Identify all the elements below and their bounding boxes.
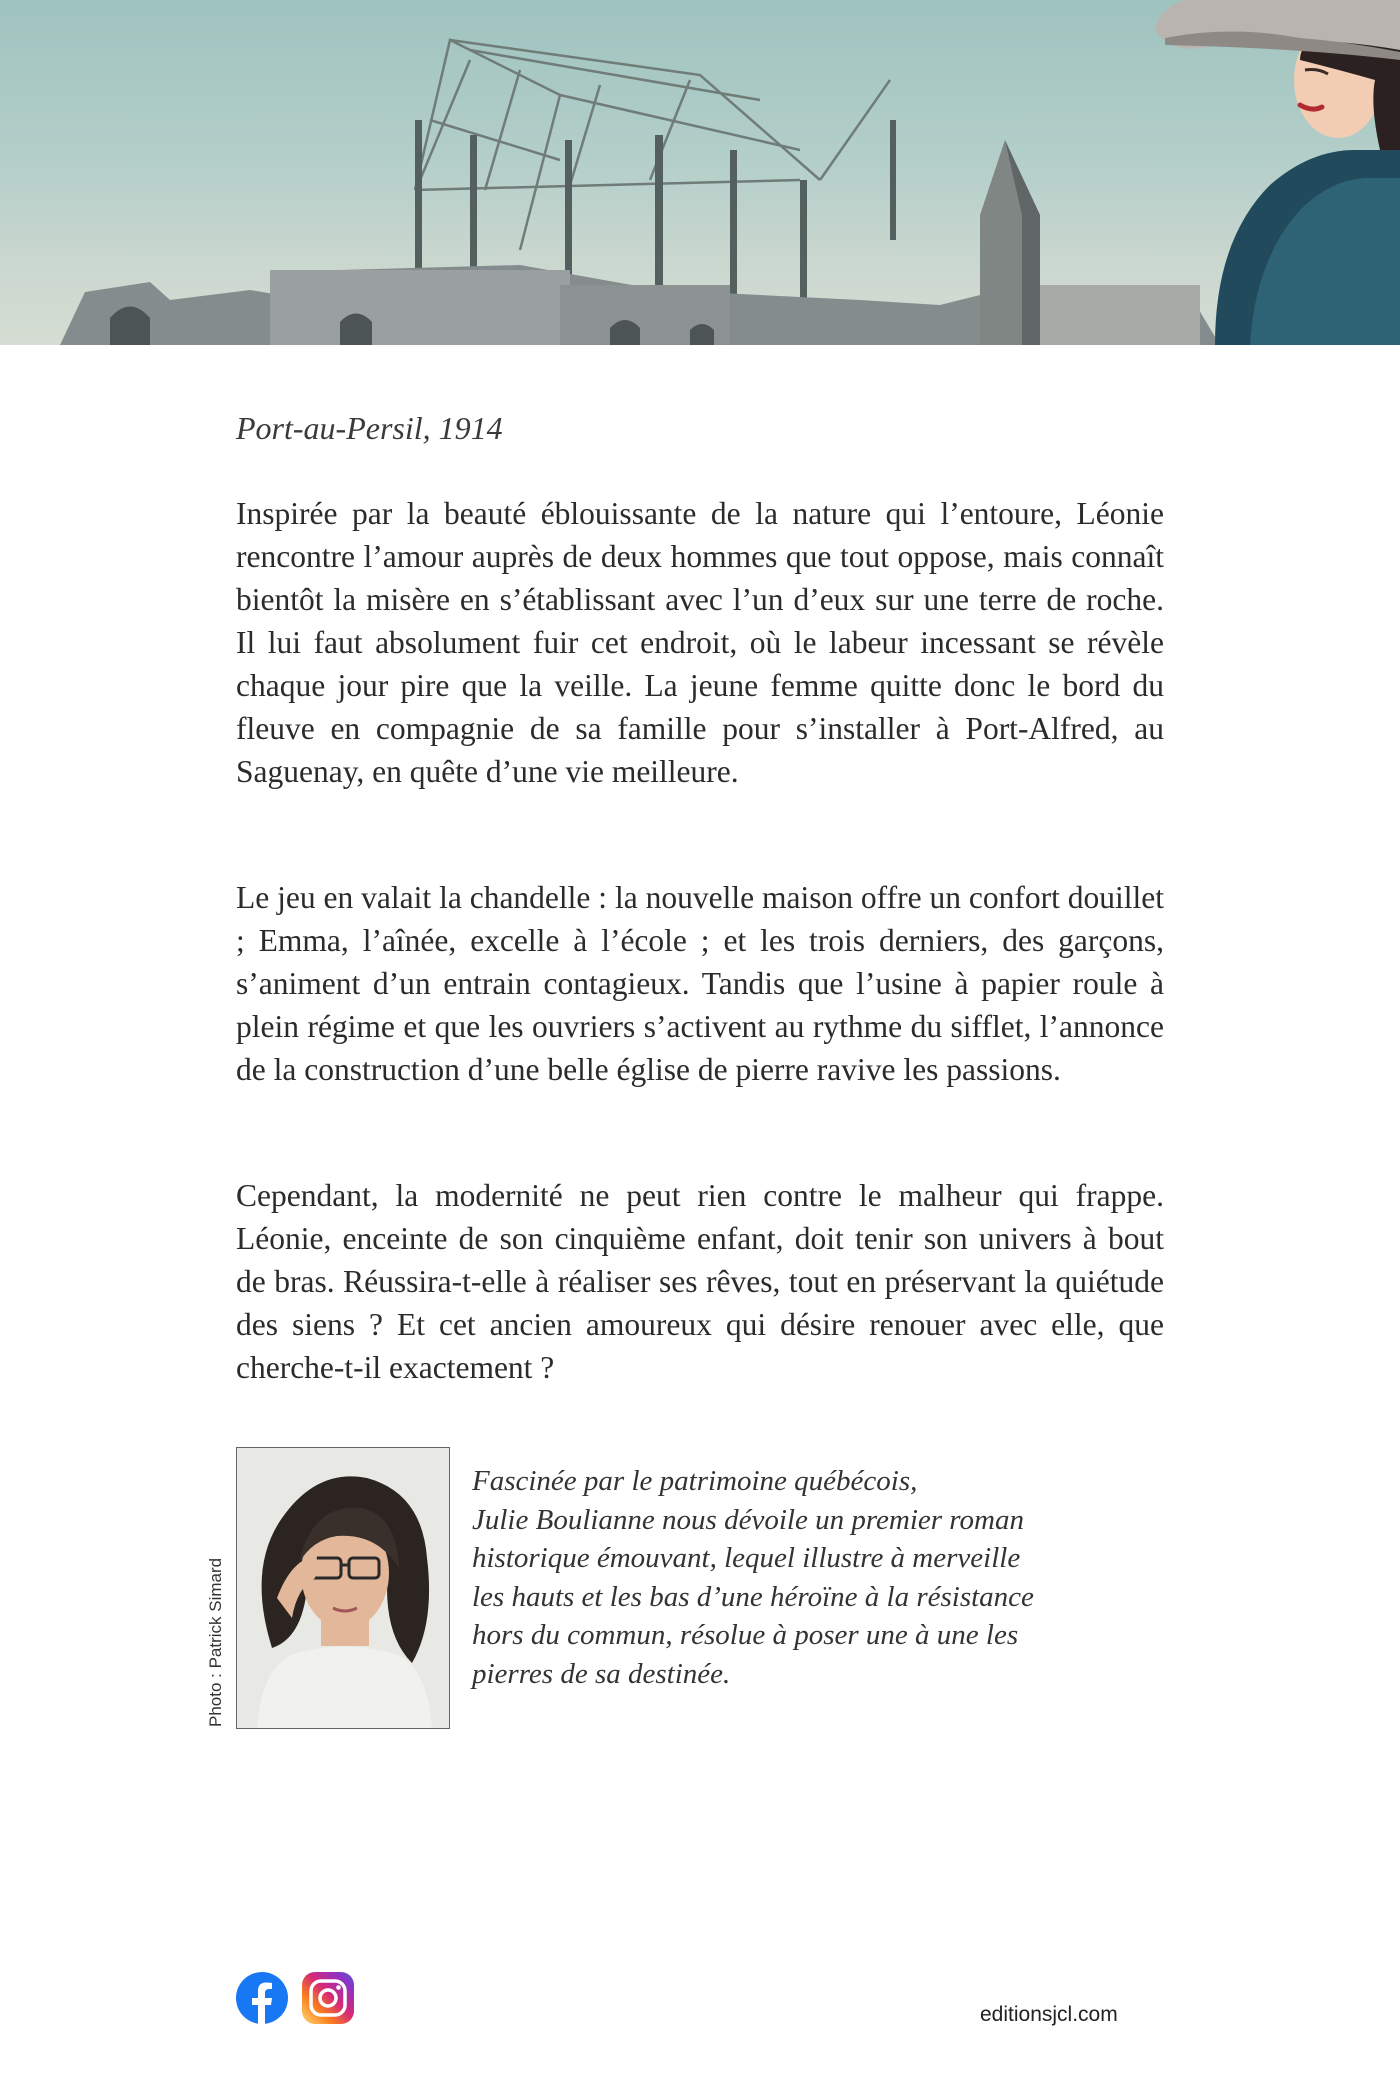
facebook-icon[interactable]	[236, 1972, 288, 2024]
synopsis-paragraph-2	[236, 876, 1164, 1091]
paragraph-text: Le jeu en valait la chandelle : la nouvelle maison offre un confort douillet ; Emma, l’aînée, excelle à l’école ; et les trois derniers, des garçons, s’animent d’un entrain contagieux. Tandis que l’usine à papier roule à plein régime et que les ouvriers s’activent au rythme du sifflet, l’annonce de la construction d’une belle église de pierre ravive les passions.	[236, 880, 1164, 1087]
church-construction-illustration	[0, 0, 1400, 345]
bio-line: les hauts et les bas d’une héroïne à la résistance	[472, 1580, 1034, 1613]
bio-line: hors du commun, résolue à poser une à une les	[472, 1619, 1019, 1651]
bio-line: Fascinée par le patrimoine québécois,	[472, 1465, 918, 1497]
paragraph-text: Inspirée par la beauté éblouissante de la nature qui l’entoure, Léonie rencontre l’amour auprès de deux hommes que tout oppose, mais connaît bientôt la misère en s’établissant avec l’un d’eux sur une terre de roche. Il lui faut absolument fuir cet endroit, où le labeur incessant se révèle chaque jour pire que la veille. La jeune femme quitte donc le bord du fleuve en compagnie de sa famille pour s’installer à Port-Alfred, au Saguenay, en quête d’une vie meilleure.	[236, 496, 1164, 789]
synopsis-paragraph-3	[236, 1174, 1164, 1389]
instagram-icon[interactable]	[302, 1972, 354, 2024]
synopsis-paragraph-1	[236, 492, 1164, 793]
author-bio	[472, 1462, 1112, 1693]
paragraph-text: Cependant, la modernité ne peut rien contre le malheur qui frappe. Léonie, enceinte de son cinquième enfant, doit tenir son univers à bout de bras. Réussira-t-elle à réaliser ses rêves, tout en préservant la quiétude des siens ? Et cet ancien amoureux qui désire renouer avec elle, que cherche-t-il exactement ?	[236, 1178, 1164, 1385]
bio-line: Julie Boulianne nous dévoile un premier roman	[472, 1503, 1024, 1536]
header-illustration	[0, 0, 1400, 345]
dateline: Port-au-Persil, 1914	[236, 410, 503, 446]
bio-line: pierres de sa destinée.	[472, 1657, 731, 1690]
author-portrait-photo	[236, 1447, 450, 1729]
website-link[interactable]: editionsjcl.com	[980, 2003, 1118, 2026]
photo-credit: Photo : Patrick Simard	[206, 1557, 225, 1727]
bio-line: historique émouvant, lequel illustre à merveille	[472, 1542, 1021, 1574]
